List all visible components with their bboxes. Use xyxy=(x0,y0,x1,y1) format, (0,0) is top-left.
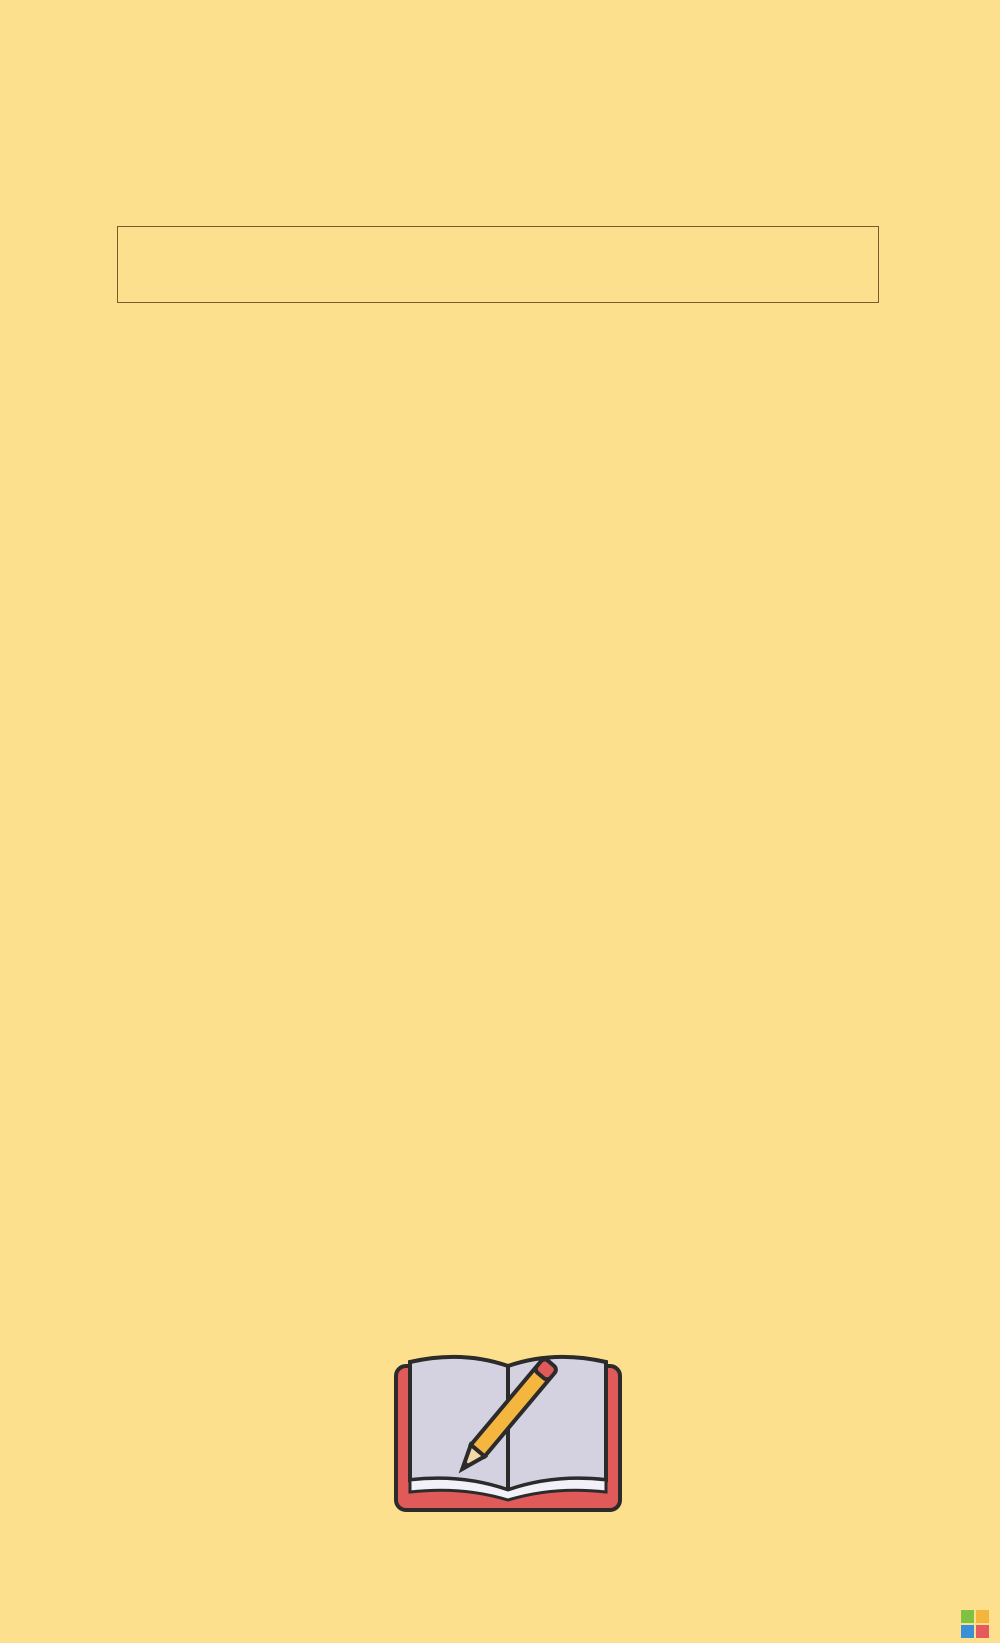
liveworksheets-logo xyxy=(960,1605,994,1643)
open-book-pencil-icon xyxy=(392,1352,624,1514)
liveworksheets-badge-icon xyxy=(960,1609,990,1639)
spelling-list-box xyxy=(117,226,879,303)
